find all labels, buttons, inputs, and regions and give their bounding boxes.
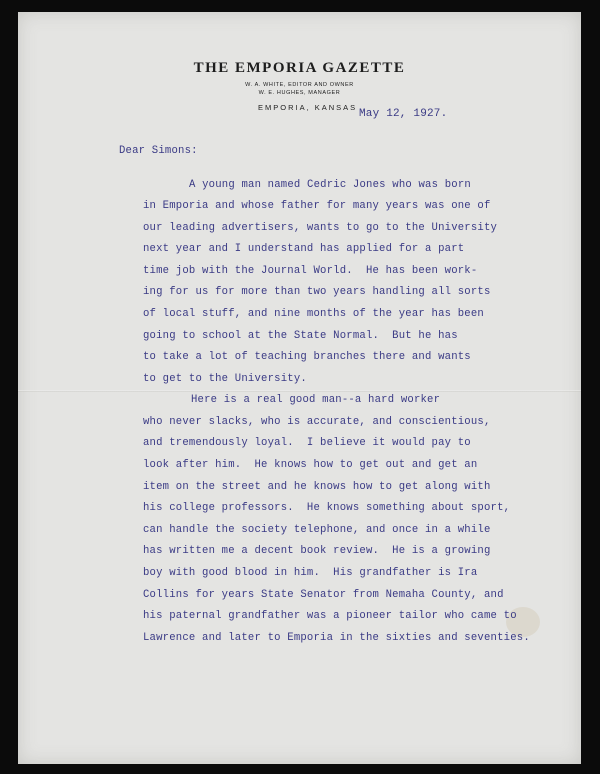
body-line: Collins for years State Senator from Nemaha County, and xyxy=(143,589,504,601)
letterhead-title: THE EMPORIA GAZETTE xyxy=(193,60,406,76)
body-line: in Emporia and whose father for many years was one of xyxy=(143,200,491,212)
body-line: Lawrence and later to Emporia in the sixties and seventies. xyxy=(143,632,530,644)
page-fold xyxy=(18,390,581,392)
letter-date: May 12, 1927. xyxy=(359,108,448,120)
body-line: to get to the University. xyxy=(143,373,307,385)
letter-page xyxy=(18,12,581,764)
body-line: of local stuff, and nine months of the year has been xyxy=(143,308,484,320)
body-line: our leading advertisers, wants to go to the University xyxy=(143,222,498,234)
letter-salutation: Dear Simons: xyxy=(119,145,198,157)
body-line: boy with good blood in him. His grandfather is Ira xyxy=(143,567,478,579)
body-line: next year and I understand has applied for a part xyxy=(143,243,465,255)
body-line: Here is a real good man--a hard worker xyxy=(191,394,441,406)
body-line: item on the street and he knows how to get along with xyxy=(143,481,491,493)
body-line: A young man named Cedric Jones who was born xyxy=(189,179,471,191)
body-line: going to school at the State Normal. But he has xyxy=(143,330,458,342)
body-line: his paternal grandfather was a pioneer tailor who came to xyxy=(143,610,517,622)
body-line: ing for us for more than two years handling all sorts xyxy=(143,286,491,298)
body-line: his college professors. He knows something about sport, xyxy=(143,502,511,514)
body-line: to take a lot of teaching branches there and wants xyxy=(143,351,471,363)
letterhead-manager: W. E. HUGHES, MANAGER xyxy=(258,90,341,96)
letterhead-place: EMPORIA, KANSAS xyxy=(258,103,358,112)
body-line: time job with the Journal World. He has been work- xyxy=(143,265,478,277)
body-line: look after him. He knows how to get out and get an xyxy=(143,459,478,471)
body-line: has written me a decent book review. He is a growing xyxy=(143,545,491,557)
body-line: and tremendously loyal. I believe it would pay to xyxy=(143,437,471,449)
body-line: who never slacks, who is accurate, and conscientious, xyxy=(143,416,491,428)
letterhead-editor: W. A. WHITE, EDITOR AND OWNER xyxy=(245,82,354,88)
body-line: can handle the society telephone, and once in a while xyxy=(143,524,491,536)
